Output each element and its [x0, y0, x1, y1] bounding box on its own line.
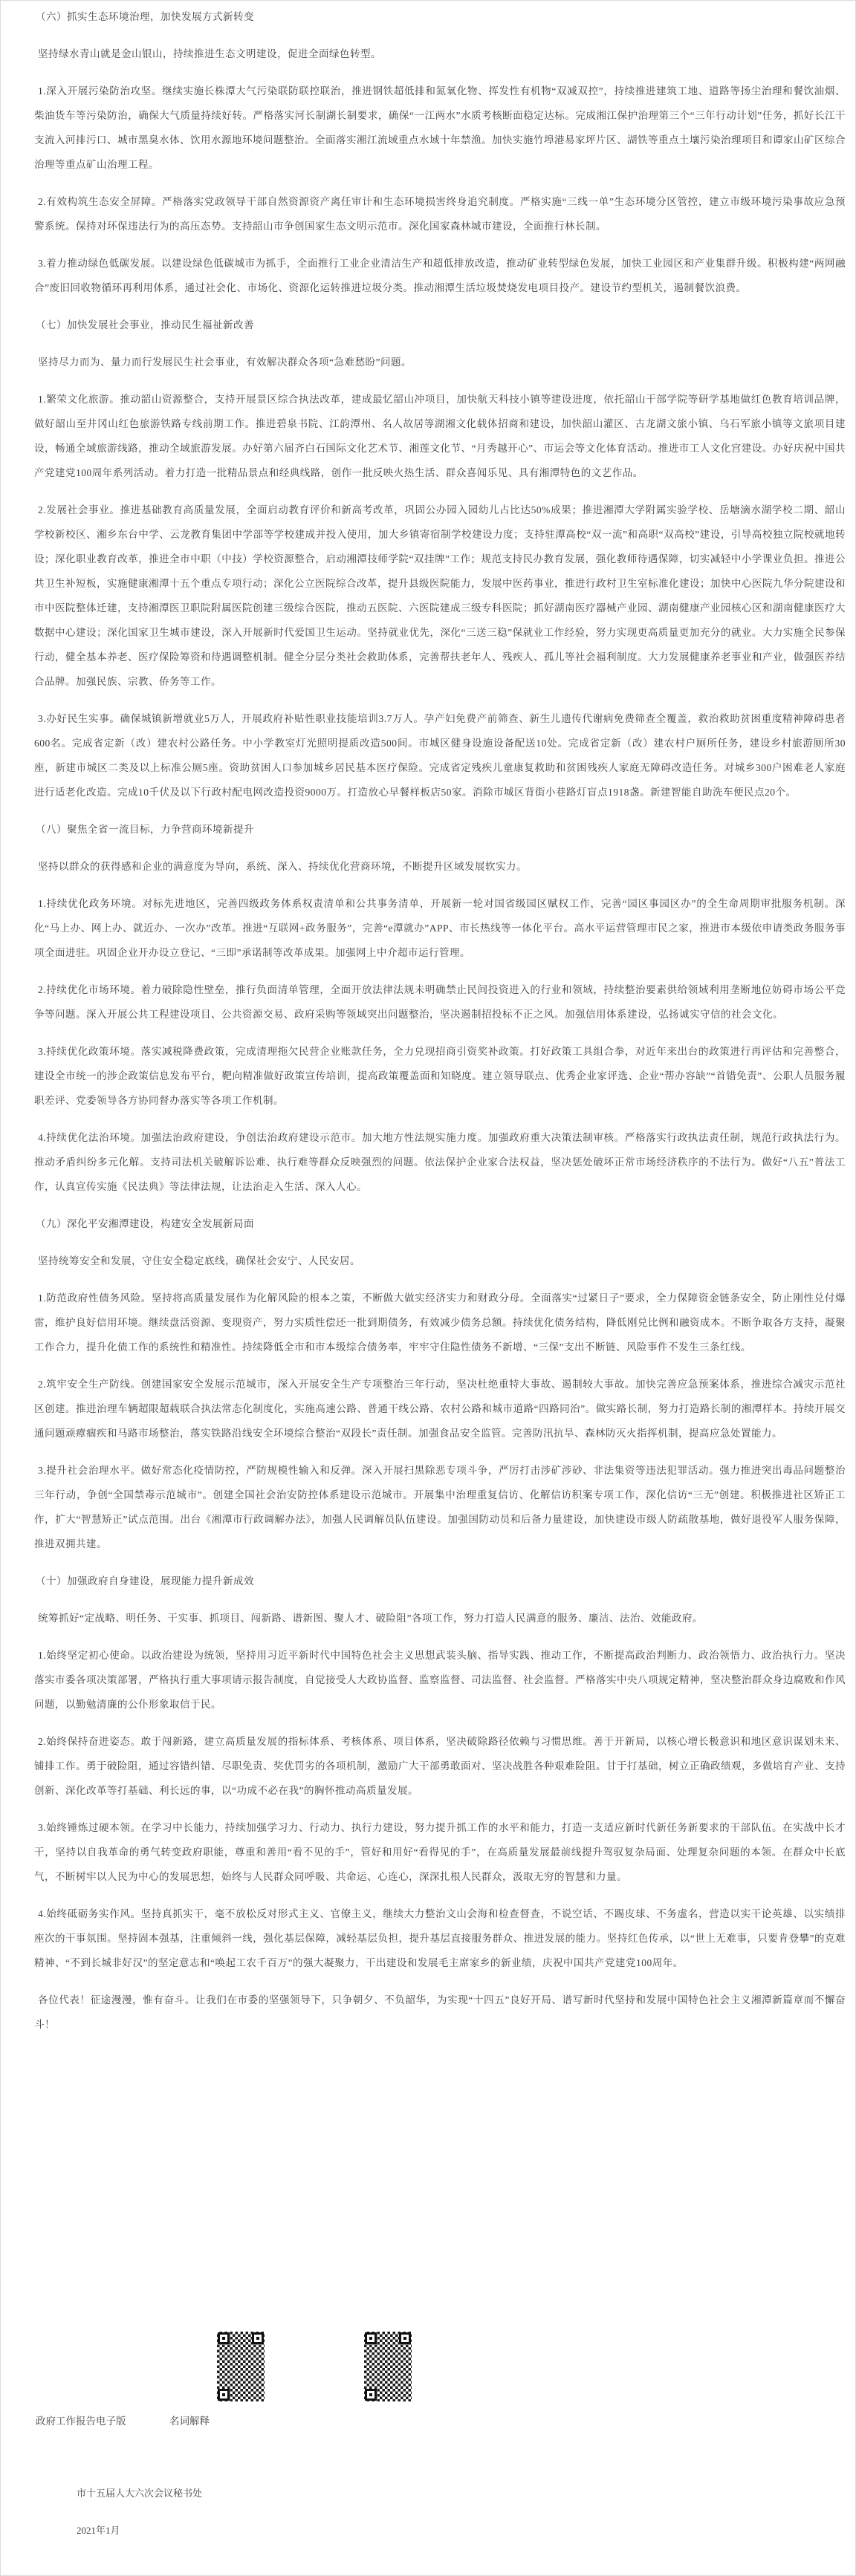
paragraph: 2.发展社会事业。推进基础教育高质量发展，全面启动教育评价和新高考改革，巩固公办园入园幼儿占比达50%成果；推进湘潭大学附属实验学校、岳塘滴水湖学校二期、韶山学校新校区、湘乡东台中学、云龙教育集团中学部等学校建成并投入使用，加大乡镇寄宿制学校建设力度；支持驻潭高校“双一流”和高职“双高校”建设，引导高校独立院校就地转设；深化职业教育改革，推进全市中职（中技）学校资源整合，启动湘潭技师学院“双挂牌”工作；规范支持民办教育发展，强化教师待遇保障，切实减轻中小学课业负担。推进公共卫生补短板，实施健康湘潭十五个重点专项行动；深化公立医院综合改革，提升县级医院能力，发展中医药事业，推进行政村卫生室标准化建设；加快中心医院九华分院建设和市中医院整体迁建，支持湘潭医卫职院附属医院创建三级综合医院，推动五医院、六医院建成三级专科医院；抓好湖南医疗器械产业园、湖南健康产业园核心区和湖南健康医疗大数据中心建设；深化国家卫生城市建设，深入开展新时代爱国卫生运动。坚持就业优先，深化“三送三稳”保就业工作经验，努力实现更高质量更加充分的就业。大力实施全民参保行动，健全基本养老、医疗保险筹资和待遇调整机制。健全分层分类社会救助体系，完善帮扶老年人、残疾人、孤儿等社会福利制度。大力发展健康养老事业和产业，做强医养结合品牌。加强民族、宗教、侨务等工作。 [34, 504, 846, 687]
qr-finder-icon [365, 2389, 377, 2401]
qr-code-glossary-icon [364, 2332, 412, 2401]
paragraph: 2.持续优化市场环境。着力破除隐性壁垒，推行负面清单管理，全面开放法律法规未明确禁止民间投资进入的行业和领域，持续整治要素供给领域利用垄断地位妨碍市场公平竞争等问题。深入开展公共工程建设项目、公共资源交易、政府采购等领域突出问题整治，坚决遏制招投标不正之风。加强信用体系建设，弘扬诚实守信的社会文化。 [34, 984, 846, 1020]
report-date: 2021年1月 [77, 2525, 120, 2536]
paragraph: 1.始终坚定初心使命。以政治建设为统领，坚持用习近平新时代中国特色社会主义思想武装头脑、指导实践、推动工作，不断提高政治判断力、政治领悟力、政治执行力。坚决落实市委各项决策部署，严格执行重大事项请示报告制度，自觉接受人大政协监督、监察监督、司法监督、社会监督。严格落实中央八项规定精神，坚决整治群众身边腐败和作风问题，以勤勉清廉的公仆形象取信于民。 [34, 1650, 846, 1710]
paragraph: 2.筑牢安全生产防线。创建国家安全发展示范城市，深入开展安全生产专项整治三年行动，坚决杜绝重特大事故、遏制较大事故。加快完善应急预案体系，推进综合减灾示范社区创建。推进治理车辆超限超载联合执法常态化制度化，实施高速公路、普通干线公路、农村公路和城市道路“四路同治”。做实路长制，努力打造路长制的湘潭样本。持续开展交通问题顽瘴痼疾和马路市场整治，落实铁路沿线安全环境综合整治“双段长”责任制。加强食品安全监管。完善防汛抗旱、森林防灭火指挥机制，提高应急处置能力。 [34, 1379, 846, 1439]
paragraph: 3.持续优化政策环境。落实减税降费政策，完成清理拖欠民营企业账款任务，全力兑现招商引资奖补政策。打好政策工具组合拳，对近年来出台的政策进行再评估和完善整合，建设全市统一的涉企政策信息发布平台，靶向精准做好政策宣传培训，提高政策覆盖面和知晓度。建立领导联点、优秀企业家评选、企业“帮办容缺”“首错免责”、公职人员服务履职差评、党委领导各方协同督办落实等各项工作机制。 [34, 1046, 846, 1106]
paragraph: 坚持尽力而为、量力而行发展民生社会事业，有效解决群众各项“急难愁盼”问题。 [38, 357, 412, 368]
section-heading-2: （七）加快发展社会事业，推动民生福祉新改善 [36, 319, 254, 331]
paragraph: 1.防范政府性债务风险。坚持将高质量发展作为化解风险的根本之策，不断做大做实经济实力和财政分母。全面落实“过紧日子”要求，全力保障资金链条安全，防止刚性兑付爆雷，维护良好信用环境。继续盘活资源、变现资产，努力实质性偿还一批到期债务，有效减少债务总额。持续优化债务结构，降低刚兑比例和融资成本。不断争取各方支持，凝聚工作合力，提升化债工作的系统性和精准性。持续降低全市和市本级综合债务率，牢牢守住隐性债务不新增、“三保”支出不断链、风险事件不发生三条红线。 [34, 1292, 846, 1353]
paragraph: 1.持续优化政务环境。对标先进地区，完善四级政务体系权责清单和公共事务清单，开展新一轮对国省级园区赋权工作，完善“园区事园区办”的全生命周期审批服务机制。深化“马上办、网上办、就近办、一次办”改革。推进“互联网+政务服务”，完善“e潭就办”APP、市长热线等一体化平台。高水平运营管理市民之家，推进市本级依申请类政务服务事项全面进驻。巩固企业开办设立登记、“三即”承诺制等改革成果。加强网上中介超市运行管理。 [34, 898, 846, 958]
paragraph: 1.繁荣文化旅游。推动韶山资源整合，支持开展景区综合执法改革，建成最忆韶山冲项目，加快航天科技小镇等建设进度，依托韶山干部学院等研学基地做红色教育培训品牌，做好韶山至井冈山红色旅游铁路专线前期工作。推进碧泉书院、江韵潭州、名人故居等湖湘文化载体招商和建设，加快韶山灌区、古龙湖文旅小镇、乌石军旅小镇等文旅项目建设，畅通全域旅游线路，推动全域旅游发展。办好第六届齐白石国际文化艺术节、湘莲文化节、“月秀越开心”、市运会等文化体育活动。推进市工人文化宫建设。办好庆祝中国共产党建党100周年系列活动。着力打造一批精品景点和经典线路，创作一批反映火热生活、群众喜闻乐见、具有湘潭特色的文艺作品。 [34, 394, 846, 478]
paragraph: 2.始终保持奋进姿态。敢于闯新路，建立高质量发展的指标体系、考核体系、项目体系，坚决破除路径依赖与习惯思维。善于开新局，以核心增长极意识和地区意识谋划未来、铺排工作。勇于破险阻，通过容错纠错、尽职免责、奖优罚劣的各项机制，激励广大干部勇敢面对、坚决战胜各种艰难险阻。甘于打基础，树立正确政绩观，多做培育产业、支持创新、深化改革等打基础、利长远的事，以“功成不必在我”的胸怀推动高质量发展。 [34, 1736, 846, 1796]
qr-finder-icon [218, 2332, 230, 2344]
paragraph: 坚持统筹安全和发展，守住安全稳定底线，确保社会安宁、人民安居。 [38, 1255, 360, 1266]
qr-finder-icon [252, 2332, 264, 2344]
section-heading-1: （六）抓实生态环境治理，加快发展方式新转变 [36, 11, 254, 22]
qr-finder-icon [399, 2332, 411, 2344]
paragraph: 4.始终砥砺务实作风。坚持真抓实干，毫不放松反对形式主义、官僚主义，继续大力整治文山会海和检查督查，不说空话、不踢皮球、不务虚名，营造以实干论英雄、以实绩排座次的干事氛围。坚持固本强基，注重倾斜一线，强化基层保障，减轻基层负担，提升基层直接服务群众、推进发展的能力。坚持红色传承，以“世上无难事，只要肯登攀”的克难精神、“不到长城非好汉”的坚定意志和“唤起工农千百万”的强大凝聚力，干出建设和发展毛主席家乡的新业绩，庆祝中国共产党建党100周年。 [34, 1908, 846, 1968]
qr-finder-icon [218, 2389, 230, 2401]
paragraph: 统筹抓好“定战略、明任务、干实事、抓项目、闯新路、谱新图、聚人才、破险阻”各项工作，努力打造人民满意的服务、廉洁、法治、效能政府。 [38, 1613, 703, 1624]
report-body [34, 4, 846, 2037]
closing-paragraph: 各位代表！征途漫漫，惟有奋斗。让我们在市委的坚强领导下，只争朝夕、不负韶华，为实现“十四五”良好开局、谱写新时代坚持和发展中国特色社会主义湘潭新篇章而不懈奋斗！ [34, 1994, 846, 2030]
section-heading-4: （九）深化平安湘潭建设，构建安全发展新局面 [36, 1218, 254, 1229]
qr-code-report-icon [217, 2332, 265, 2401]
qr-finder-icon [365, 2332, 377, 2344]
paragraph: 2.有效构筑生态安全屏障。严格落实党政领导干部自然资源资产离任审计和生态环境损害终身追究制度。严格实施“三线一单”生态环境分区管控，建立市级环境污染事故应急预警系统。保持对环保违法行为的高压态势。支持韶山市争创国家生态文明示范市。深化国家森林城市建设，全面推行林长制。 [34, 196, 846, 232]
paragraph: 坚持绿水青山就是金山银山，持续推进生态文明建设，促进全面绿色转型。 [38, 48, 381, 59]
qr-glossary-label: 名词解释 [169, 2416, 210, 2427]
paragraph: 4.持续优化法治环境。加强法治政府建设，争创法治政府建设示范市。加大地方性法规实施力度。加强政府重大决策法制审核。严格落实行政执法责任制，规范行政执法行为。推动矛盾纠纷多元化解。支持司法机关破解诉讼难、执行难等群众反映强烈的问题。依法保护企业家合法权益，坚决惩处破坏正常市场经济秩序的不法行为。做好“八五”普法工作，认真宣传实施《民法典》等法律法规，让法治走入生活、深入人心。 [34, 1132, 846, 1192]
paragraph: 3.提升社会治理水平。做好常态化疫情防控，严防规模性输入和反弹。深入开展扫黑除恶专项斗争，严厉打击涉矿涉砂、非法集资等违法犯罪活动。强力推进突出毒品问题整治三年行动，争创“全国禁毒示范城市”。创建全国社会治安防控体系建设示范城市。开展集中治理重复信访、化解信访积案专项工作，深化信访“三无”创建。积极推进社区矫正工作，扩大“智慧矫正”试点范围。出台《湘潭市行政调解办法》，加强人民调解员队伍建设。加强国防动员和后备力量建设，加快建设市级人防疏散基地，做好退役军人服务保障，推进双拥共建。 [34, 1465, 846, 1549]
paragraph: 1.深入开展污染防治攻坚。继续实施长株潭大气污染联防联控联治，推进钢铁超低排和氮氧化物、挥发性有机物“双减双控”，持续推进建筑工地、道路等扬尘治理和餐饮油烟、柴油货车等污染防治，确保大气质量持续好转。严格落实河长制湖长制要求，确保“一江两水”水质考核断面稳定达标。完成湘江保护治理第三个“三年行动计划”任务，抓好长江干支流入河排污口、城市黑臭水体、饮用水源地环境问题整治。全面落实湘江流域重点水域十年禁渔。加快实施竹埠港易家坪片区、湖铁等重点土壤污染治理项目和谭家山矿区综合治理等重点矿山治理工程。 [34, 85, 846, 170]
paragraph: 3.着力推动绿色低碳发展。以建设绿色低碳城市为抓手，全面推行工业企业清洁生产和超低排放改造，推动矿业转型绿色发展，加快工业园区和产业集群升级。积极构建“两网融合”废旧回收物循环再利用体系，通过社会化、市场化、资源化运转推进垃圾分类。推动湘潭生活垃圾焚烧发电项目投产。建设节约型机关，遏制餐饮浪费。 [34, 258, 846, 293]
paragraph: 3.始终锤炼过硬本领。在学习中长能力，持续加强学习力、行动力、执行力建设，努力提升抓工作的水平和能力，打造一支适应新时代新任务新要求的干部队伍。在实战中长才干，坚持以自我革命的勇气转变政府职能，尊重和善用“看不见的手”，管好和用好“看得见的手”，在高质量发展最前线提升驾驭复杂局面、处理复杂问题的本领。在群众中长底气，不断树牢以人民为中心的发展思想，始终与人民群众同呼吸、共命运、心连心，深深扎根人民群众，汲取无穷的智慧和力量。 [34, 1822, 846, 1882]
paragraph: 3.办好民生实事。确保城镇新增就业5万人，开展政府补贴性职业技能培训3.7万人。孕产妇免费产前筛查、新生儿遗传代谢病免费筛查全覆盖，救治救助贫困重度精神障碍患者600名。完成省定新（改）建农村公路任务。中小学教室灯光照明提质改造500间。市城区健身设施设备配送10处。完成省定新（改）建农村户厕所任务，建设乡村旅游厕所30座，新建市城区二类及以上标准公厕5座。资助贫困人口参加城乡居民基本医疗保险。完成省定残疾儿童康复救助和贫困残疾人家庭无障碍改造任务。对城乡300户困难老人家庭进行适老化改造。完成10千伏及以下行政村配电网改造投资9000万。打造放心早餐样板店50家。消除市城区背街小巷路灯盲点1918盏。新建智能自助洗车便民点20个。 [34, 713, 846, 798]
paragraph: 坚持以群众的获得感和企业的满意度为导向，系统、深入、持续优化营商环境，不断提升区域发展软实力。 [38, 861, 527, 872]
section-heading-3: （八）聚焦全省一流目标，力争营商环境新提升 [36, 824, 254, 835]
secretariat-line: 市十五届人大六次会议秘书处 [77, 2488, 203, 2499]
qr-report-label: 政府工作报告电子版 [36, 2416, 126, 2427]
section-heading-5: （十）加强政府自身建设，展现能力提升新成效 [36, 1575, 254, 1587]
